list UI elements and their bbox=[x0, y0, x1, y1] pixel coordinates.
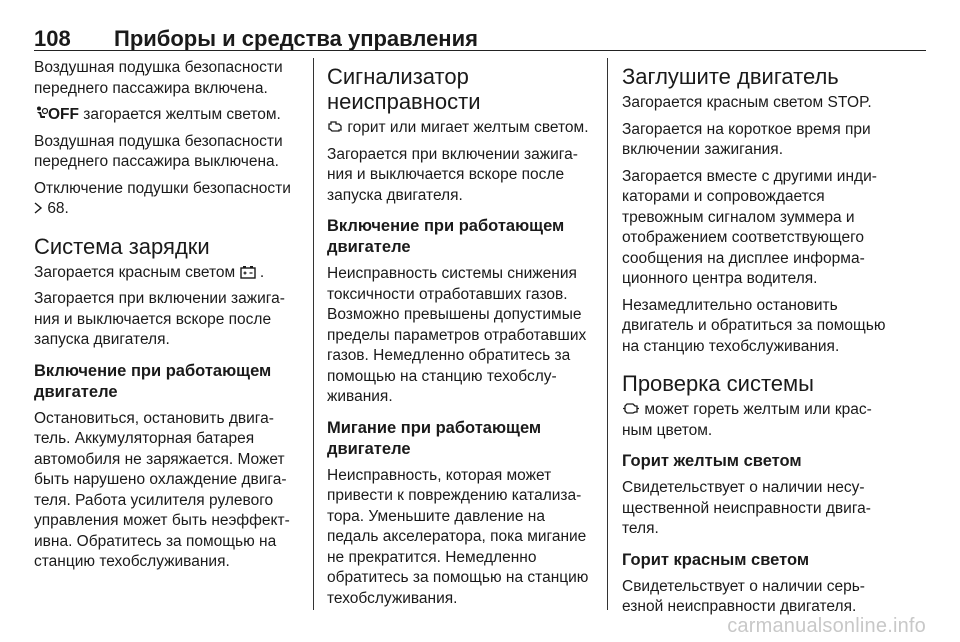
paragraph-text: загорается желтым светом. bbox=[79, 106, 281, 123]
paragraph: Загорается красным светом STOP. bbox=[622, 94, 872, 111]
paragraph: Воздушная подушка безопасности переднего пассажира выключена. bbox=[34, 132, 283, 170]
paragraph-text: Загорается красным светом bbox=[34, 263, 236, 281]
page-reference-icon bbox=[34, 200, 47, 217]
page-reference: 68. bbox=[47, 200, 69, 217]
system-check-icon bbox=[622, 401, 644, 418]
paragraph: Воздушная подушка безопасности переднего пассажира включена. bbox=[34, 59, 283, 97]
section-heading: Система зарядки bbox=[34, 233, 210, 259]
page-header bbox=[34, 22, 926, 52]
section-heading: Заглушите двигатель bbox=[622, 64, 839, 89]
battery-icon bbox=[240, 264, 260, 281]
subsection-heading: Мигание при работающем двигателе bbox=[327, 418, 542, 458]
paragraph: Загорается при включении зажигания и выключается вскоре после запуска двигателя. bbox=[34, 290, 285, 348]
subsection-heading: Горит желтым светом bbox=[622, 452, 802, 470]
paragraph: Загорается при включении зажигания и выключается вскоре после запуска двигателя. bbox=[327, 145, 578, 204]
paragraph bbox=[34, 105, 300, 126]
paragraph bbox=[34, 179, 300, 220]
column-divider-2 bbox=[607, 58, 608, 610]
page-number: 108 bbox=[34, 26, 71, 51]
site-watermark: carmanualsonline.info bbox=[727, 615, 926, 637]
section-heading: Сигнализатор неисправности bbox=[327, 64, 481, 114]
paragraph-text: Отключение подушки безопасности bbox=[34, 179, 291, 197]
paragraph: Неисправность системы снижения токсичности отработавших газов. Возможно превышены допустимые пределы параметров отработавших газов. Немедленно обратитесь за помощью на станцию техобслуживания. bbox=[327, 265, 587, 405]
check-engine-icon bbox=[327, 119, 347, 136]
column-divider-1 bbox=[313, 58, 314, 610]
paragraph bbox=[327, 118, 593, 139]
paragraph: Загорается вместе с другими индикаторами и сопровождается тревожным сигналом зуммера и отображением соответствующего сообщения на дисплее информационного центра водителя. bbox=[622, 167, 877, 287]
paragraph: Свидетельствует о наличии несущественной неисправности двигателя. bbox=[622, 479, 871, 537]
subsection-heading: Горит красным светом bbox=[622, 550, 810, 569]
page-title: Приборы и средства управления bbox=[114, 26, 478, 51]
subsection-heading: Включение при работающем двигателе bbox=[34, 361, 272, 401]
column-3 bbox=[622, 58, 888, 624]
subsection-heading: Включение при работающем двигателе bbox=[327, 217, 565, 256]
airbag-off-label: OFF bbox=[48, 106, 79, 123]
paragraph: Свидетельствует о наличии серьезной неисправности двигателя. bbox=[622, 577, 865, 615]
paragraph bbox=[622, 400, 888, 441]
airbag-off-icon bbox=[34, 105, 48, 126]
header-rule bbox=[34, 50, 926, 51]
column-1 bbox=[34, 58, 300, 579]
paragraph: Незамедлительно остановить двигатель и обратиться за помощью на станцию техобслуживания. bbox=[622, 296, 886, 355]
paragraph: Загорается красным светом . bbox=[34, 263, 265, 281]
column-2 bbox=[327, 58, 593, 615]
paragraph: Загорается на короткое время при включении зажигания. bbox=[622, 120, 871, 158]
paragraph: Остановиться, остановить двигатель. Аккумуляторная батарея автомобиля не заряжается. Может быть нарушено охлаждение двигателя. Работа усилителя рулевого управления может быть неэффективна. Обратитесь за помощью на станцию техобслуживания. bbox=[34, 409, 290, 570]
paragraph-text: горит или мигает желтым светом. bbox=[347, 119, 589, 136]
section-heading: Проверка системы bbox=[622, 371, 814, 396]
paragraph-text: может гореть желтым или красным цветом. bbox=[622, 401, 872, 439]
paragraph: Неисправность, которая может привести к повреждению катализатора. Уменьшите давление на педаль акселератора, пока мигание не прекратится. Немедленно обратитесь за помощью на станцию техобслуживания. bbox=[327, 466, 589, 607]
